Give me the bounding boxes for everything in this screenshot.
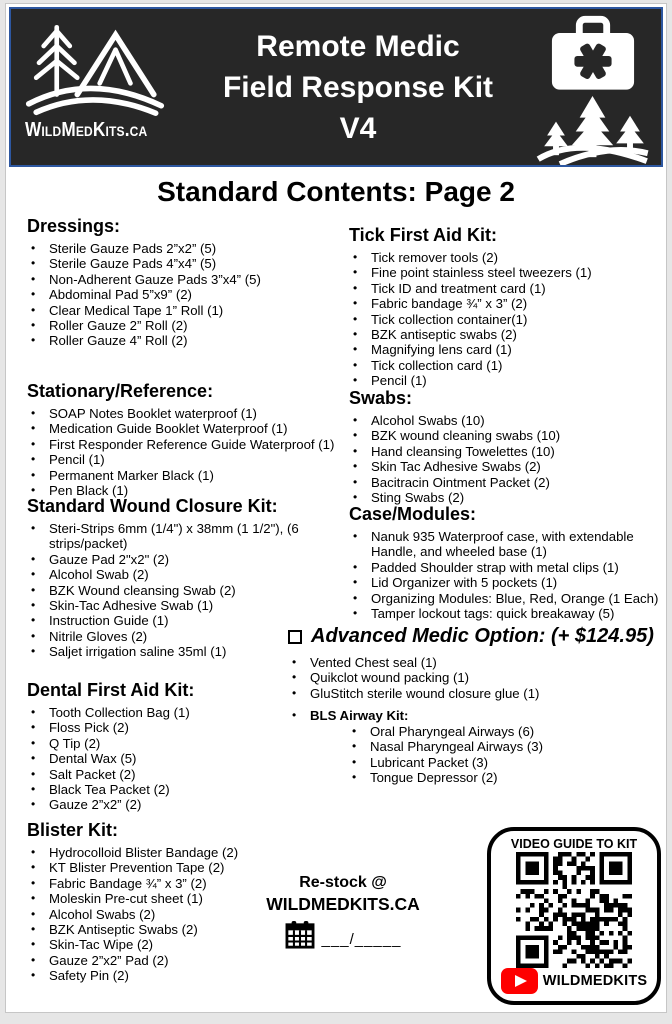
restock-line-2: WILDMEDKITS.CA [266,894,420,914]
list-item: • Pencil (1) [27,452,350,467]
list-item: • Vented Chest seal (1) [288,655,672,670]
section [349,225,668,389]
list-item: • Tick collection card (1) [349,358,668,373]
list-item: • Instruction Guide (1) [27,613,350,628]
list-item: • BZK Antiseptic Swabs (2) [27,922,350,937]
list-item: • Medication Guide Booklet Waterproof (1) [27,421,350,436]
section-items [27,241,350,349]
section-heading: Stationary/Reference: [27,381,214,401]
kit-title-line-3: V4 [339,111,377,145]
list-item: • Tooth Collection Bag (1) [27,705,350,720]
list-item: • Moleskin Pre-cut sheet (1) [27,891,350,906]
list-item: • Hand cleansing Towelettes (10) [349,444,668,459]
section [27,381,350,498]
kit-title-line-1: Remote Medic [256,29,460,63]
list-item: • Gauze Pad 2"x2" (2) [27,552,350,567]
list-item: • Gauze 2”x2” Pad (2) [27,953,350,968]
section-heading: Standard Wound Closure Kit: [27,496,278,516]
list-item: • Roller Gauze 4” Roll (2) [27,333,350,348]
list-item: • Dental Wax (5) [27,751,350,766]
list-item: • Safety Pin (2) [27,968,350,983]
list-item: • BZK wound cleaning swabs (10) [349,428,668,443]
advanced-option-heading [288,625,672,648]
list-item: • Pen Black (1) [27,483,350,498]
section-items [349,250,668,389]
section-items [349,529,668,621]
section-heading: Dressings: [27,216,121,236]
list-item: • Salt Packet (2) [27,767,350,782]
list-item: • Alcohol Swab (2) [27,567,350,582]
restock-date-row [248,921,438,949]
restock-line-1: Re-stock @ [299,874,387,891]
advanced-option-items [288,655,672,701]
calendar-icon [285,921,315,949]
list-item: • First Responder Reference Guide Waterproof (1) [27,437,350,452]
list-item: • KT Blister Prevention Tape (2) [27,860,350,875]
section-heading: Tick First Aid Kit: [349,225,498,245]
list-item: • GluStitch sterile wound closure glue (1) [288,686,672,701]
list-item: • Lid Organizer with 5 pockets (1) [349,575,668,590]
list-item: • Tongue Depressor (2) [348,770,672,786]
list-item: • Fabric bandage ¾” x 3” (2) [349,296,668,311]
bls-airway-kit-label: BLS Airway Kit: [310,708,409,724]
brand-wordmark: WildMedKits.ca [25,119,148,141]
list-item: • Bacitracin Ointment Packet (2) [349,475,668,490]
list-item: • Nanuk 935 Waterproof case, with extendable Handle, and wheeled base (1) [349,529,668,560]
list-item: • Q Tip (2) [27,736,350,751]
section [349,388,668,505]
list-item: • Sterile Gauze Pads 4”x4” (5) [27,256,350,271]
list-item: • Alcohol Swabs (2) [27,907,350,922]
list-item: • Oral Pharyngeal Airways (6) [348,724,672,740]
kit-title-line-2: Field Response Kit [222,70,494,104]
list-item: • Organizing Modules: Blue, Red, Orange (1 Each) [349,591,668,606]
youtube-icon [501,968,538,994]
list-item: • Pencil (1) [349,373,668,388]
list-item: • Gauze 2”x2” (2) [27,797,350,812]
list-item: • Abdominal Pad 5”x9” (2) [27,287,350,302]
section-heading: Dental First Aid Kit: [27,680,195,700]
video-guide-box [487,827,661,1005]
qr-code [516,852,632,968]
list-item: • Floss Pick (2) [27,720,350,735]
list-item: • Clear Medical Tape 1” Roll (1) [27,303,350,318]
channel-name: WILDMEDKITS [542,973,648,989]
section [349,504,668,621]
list-item: • Hydrocolloid Blister Bandage (2) [27,845,350,860]
checkbox-icon [288,630,302,644]
list-item: • Tick ID and treatment card (1) [349,281,668,296]
bls-airway-kit-items [348,724,672,786]
section-heading: Blister Kit: [27,820,119,840]
list-item: • Quikclot wound packing (1) [288,670,672,685]
list-item: • SOAP Notes Booklet waterproof (1) [27,406,350,421]
list-item: • Tick remover tools (2) [349,250,668,265]
list-item: • Permanent Marker Black (1) [27,468,350,483]
section-items [349,413,668,505]
list-item: • Alcohol Swabs (10) [349,413,668,428]
list-item [288,708,672,723]
list-item: • Lubricant Packet (3) [348,755,672,771]
left-column [27,4,350,1012]
restock-note [248,872,438,949]
list-item: • Saljet irrigation saline 35ml (1) [27,644,350,659]
list-item: • Tick collection container(1) [349,312,668,327]
channel-row [501,968,648,994]
list-item: • Nasal Pharyngeal Airways (3) [348,739,672,755]
list-item: • Skin-Tac Wipe (2) [27,937,350,952]
restock-date-blank: ___/_____ [321,931,402,948]
section-heading: Swabs: [349,388,413,408]
section [27,216,350,349]
list-item: • Tamper lockout tags: quick breakaway (5) [349,606,668,621]
list-item: • Roller Gauze 2” Roll (2) [27,318,350,333]
list-item: • BZK Wound cleansing Swab (2) [27,583,350,598]
video-guide-title: VIDEO GUIDE TO KIT [510,837,638,851]
list-item: • Steri-Strips 6mm (1/4") x 38mm (1 1/2"), (6 strips/packet) [27,521,350,552]
list-item: • Fine point stainless steel tweezers (1) [349,265,668,280]
advanced-option-title: Advanced Medic Option: (+ $124.95) [311,625,654,647]
section-items [27,406,350,498]
list-item: • Non-Adherent Gauze Pads 3”x4” (5) [27,272,350,287]
list-item: • BZK antiseptic swabs (2) [349,327,668,342]
list-item: • Sting Swabs (2) [349,490,668,505]
document-page [5,3,667,1013]
page-title: Standard Contents: Page 2 [157,176,515,207]
list-item: • Magnifying lens card (1) [349,342,668,357]
list-item: • Padded Shoulder strap with metal clips (1) [349,560,668,575]
list-item: • Nitrile Gloves (2) [27,629,350,644]
list-item: • Skin-Tac Adhesive Swab (1) [27,598,350,613]
section-heading: Case/Modules: [349,504,477,524]
list-item: • Skin Tac Adhesive Swabs (2) [349,459,668,474]
list-item: • Sterile Gauze Pads 2”x2” (5) [27,241,350,256]
list-item: • Fabric Bandage ¾” x 3” (2) [27,876,350,891]
advanced-medic-option [288,625,672,786]
list-item: • Black Tea Packet (2) [27,782,350,797]
